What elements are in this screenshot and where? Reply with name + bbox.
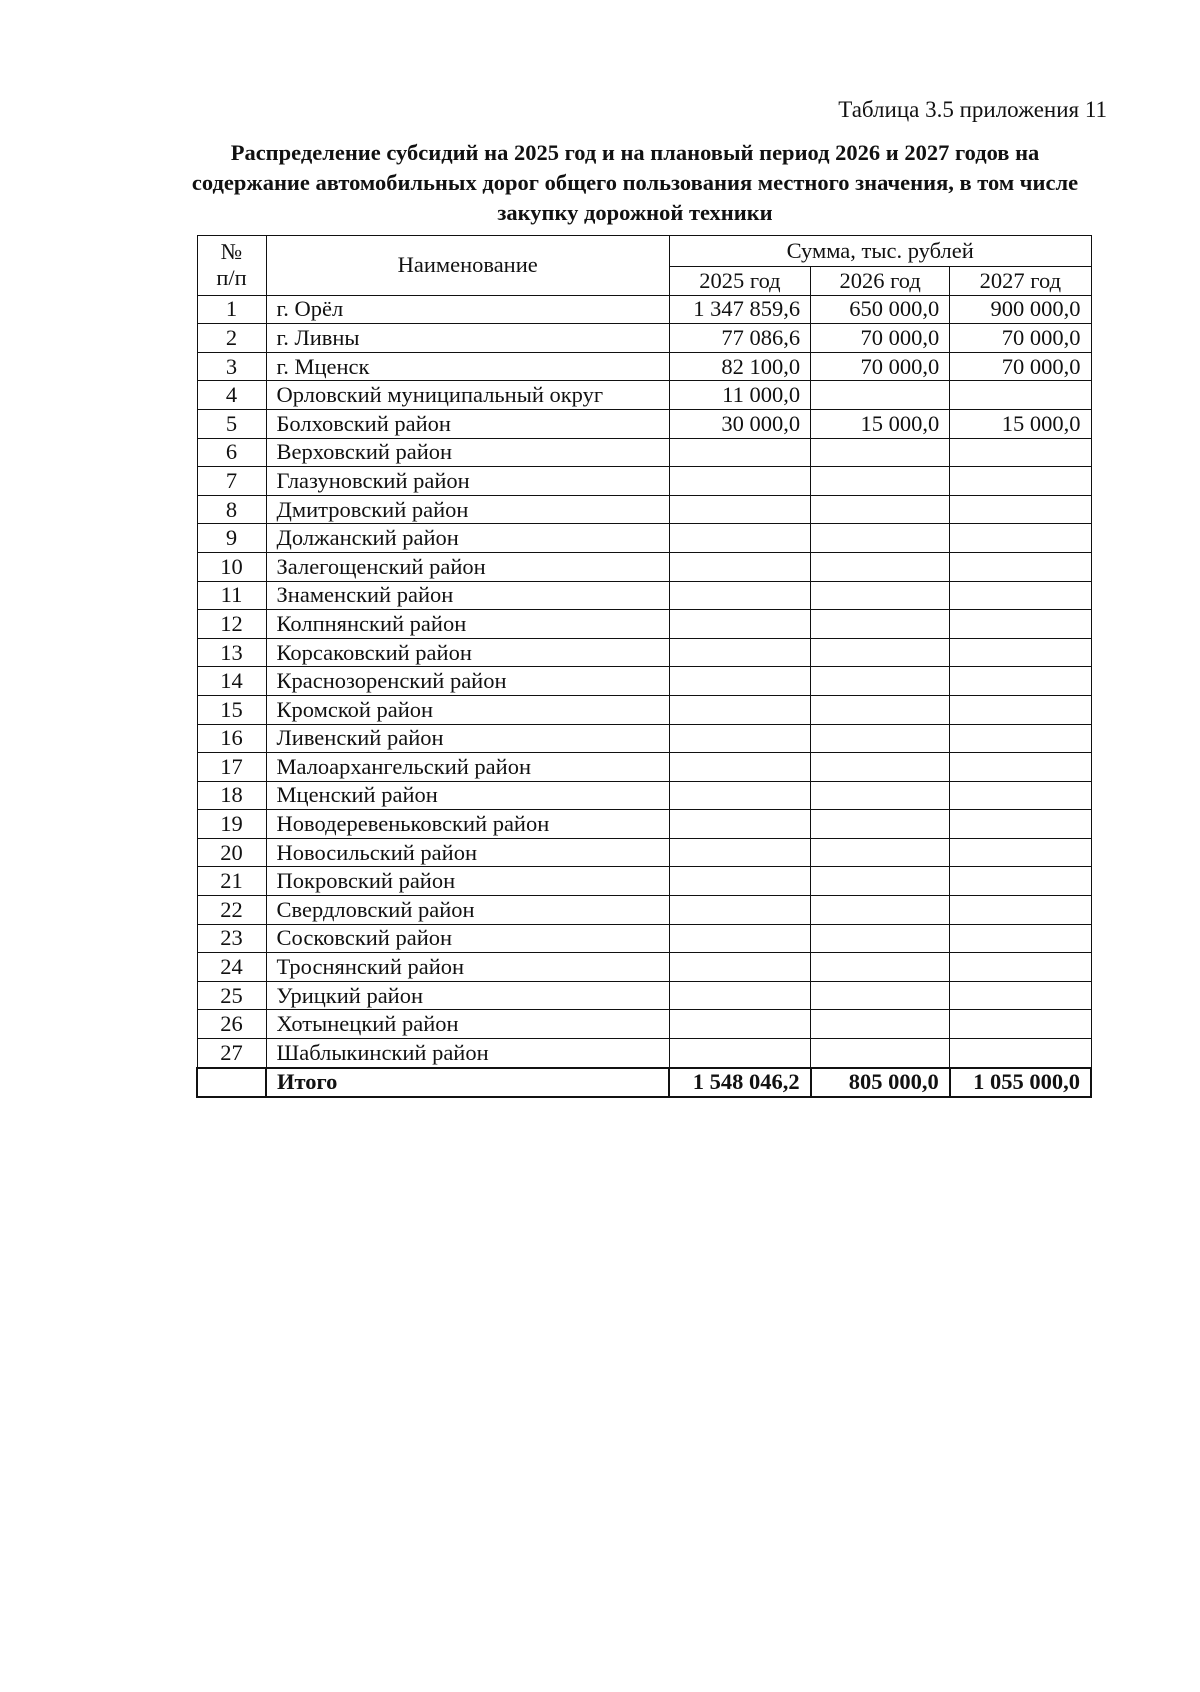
value-2027 <box>950 667 1091 696</box>
value-2026 <box>811 953 950 982</box>
value-2025 <box>669 724 810 753</box>
row-number: 5 <box>197 409 266 438</box>
table-row <box>197 295 1091 324</box>
value-2027 <box>950 753 1091 782</box>
value-2027 <box>950 1010 1091 1039</box>
table-row <box>197 838 1091 867</box>
value-2026 <box>811 552 950 581</box>
row-number: 11 <box>197 581 266 610</box>
header-num <box>197 236 266 296</box>
row-number: 1 <box>197 295 266 324</box>
value-2025: 11 000,0 <box>669 381 810 410</box>
value-2025 <box>669 1010 810 1039</box>
row-name: Ливенский район <box>266 724 669 753</box>
table-row <box>197 381 1091 410</box>
value-2026 <box>811 924 950 953</box>
value-2027 <box>950 810 1091 839</box>
header-sum: Сумма, тыс. рублей <box>669 236 1091 267</box>
document-title <box>140 138 1130 228</box>
value-2025 <box>669 467 810 496</box>
row-name: Залегощенский район <box>266 552 669 581</box>
row-name: Мценский район <box>266 781 669 810</box>
value-2026 <box>811 1039 950 1068</box>
value-2027: 70 000,0 <box>950 352 1091 381</box>
row-number: 9 <box>197 524 266 553</box>
row-number: 6 <box>197 438 266 467</box>
table-row <box>197 409 1091 438</box>
header-name: Наименование <box>266 236 669 296</box>
table-row <box>197 352 1091 381</box>
row-name: Хотынецкий район <box>266 1010 669 1039</box>
row-number: 13 <box>197 638 266 667</box>
table-row <box>197 524 1091 553</box>
total-2026: 805 000,0 <box>811 1068 950 1098</box>
value-2027 <box>950 552 1091 581</box>
row-name: Новодеревеньковский район <box>266 810 669 839</box>
row-number: 3 <box>197 352 266 381</box>
table-row <box>197 896 1091 925</box>
value-2026 <box>811 724 950 753</box>
row-name: Знаменский район <box>266 581 669 610</box>
title-line: Распределение субсидий на 2025 год и на плановый период 2026 и 2027 годов на <box>230 140 1040 165</box>
row-name: Шаблыкинский район <box>266 1039 669 1068</box>
value-2025: 82 100,0 <box>669 352 810 381</box>
table-row <box>197 981 1091 1010</box>
value-2027 <box>950 838 1091 867</box>
row-name: Малоархангельский район <box>266 753 669 782</box>
value-2025 <box>669 610 810 639</box>
value-2025 <box>669 953 810 982</box>
row-name: Урицкий район <box>266 981 669 1010</box>
value-2027 <box>950 610 1091 639</box>
value-2027 <box>950 467 1091 496</box>
row-number: 27 <box>197 1039 266 1068</box>
header-year-2025: 2025 год <box>669 267 810 296</box>
row-name: Новосильский район <box>266 838 669 867</box>
value-2025 <box>669 896 810 925</box>
row-number: 23 <box>197 924 266 953</box>
value-2026: 15 000,0 <box>811 409 950 438</box>
row-number: 24 <box>197 953 266 982</box>
value-2027 <box>950 381 1091 410</box>
value-2027 <box>950 724 1091 753</box>
table-row <box>197 810 1091 839</box>
total-number-cell <box>197 1068 266 1098</box>
row-name: г. Орёл <box>266 295 669 324</box>
row-number: 15 <box>197 695 266 724</box>
value-2026 <box>811 896 950 925</box>
value-2026 <box>811 610 950 639</box>
row-number: 8 <box>197 495 266 524</box>
value-2027 <box>950 438 1091 467</box>
value-2027 <box>950 981 1091 1010</box>
value-2027 <box>950 495 1091 524</box>
header-num-top: № <box>220 239 243 265</box>
table-row <box>197 610 1091 639</box>
row-name: Дмитровский район <box>266 495 669 524</box>
row-name: Корсаковский район <box>266 638 669 667</box>
value-2026 <box>811 838 950 867</box>
subsidy-table <box>196 235 1092 1098</box>
value-2026 <box>811 981 950 1010</box>
row-name: Краснозоренский район <box>266 667 669 696</box>
header-year-2026: 2026 год <box>811 267 950 296</box>
row-number: 21 <box>197 867 266 896</box>
total-2027: 1 055 000,0 <box>950 1068 1091 1098</box>
value-2026: 70 000,0 <box>811 352 950 381</box>
value-2025 <box>669 781 810 810</box>
table-row <box>197 753 1091 782</box>
row-name: Троснянский район <box>266 953 669 982</box>
value-2027: 70 000,0 <box>950 324 1091 353</box>
row-name: Сосковский район <box>266 924 669 953</box>
row-number: 14 <box>197 667 266 696</box>
row-name: Свердловский район <box>266 896 669 925</box>
value-2026 <box>811 1010 950 1039</box>
table-row <box>197 781 1091 810</box>
table-row <box>197 552 1091 581</box>
row-number: 22 <box>197 896 266 925</box>
value-2025 <box>669 581 810 610</box>
row-number: 10 <box>197 552 266 581</box>
row-number: 4 <box>197 381 266 410</box>
title-line: закупку дорожной техники <box>497 200 773 225</box>
row-number: 16 <box>197 724 266 753</box>
table-row <box>197 467 1091 496</box>
row-name: Колпнянский район <box>266 610 669 639</box>
value-2027 <box>950 695 1091 724</box>
total-2025: 1 548 046,2 <box>669 1068 810 1098</box>
row-number: 12 <box>197 610 266 639</box>
table-row <box>197 667 1091 696</box>
value-2025 <box>669 867 810 896</box>
value-2027 <box>950 638 1091 667</box>
total-row <box>197 1068 1091 1098</box>
row-name: Верховский район <box>266 438 669 467</box>
value-2025 <box>669 695 810 724</box>
value-2027 <box>950 781 1091 810</box>
value-2025: 1 347 859,6 <box>669 295 810 324</box>
table-row <box>197 324 1091 353</box>
value-2026 <box>811 810 950 839</box>
row-name: Глазуновский район <box>266 467 669 496</box>
value-2027 <box>950 581 1091 610</box>
total-label: Итого <box>266 1068 669 1098</box>
table-row <box>197 1010 1091 1039</box>
value-2026 <box>811 467 950 496</box>
row-number: 18 <box>197 781 266 810</box>
value-2026 <box>811 867 950 896</box>
row-number: 19 <box>197 810 266 839</box>
value-2025 <box>669 753 810 782</box>
value-2025 <box>669 1039 810 1068</box>
value-2026 <box>811 753 950 782</box>
value-2026 <box>811 381 950 410</box>
value-2025: 30 000,0 <box>669 409 810 438</box>
table-header <box>197 236 1091 296</box>
value-2027 <box>950 896 1091 925</box>
value-2025 <box>669 981 810 1010</box>
value-2026 <box>811 667 950 696</box>
title-line: содержание автомобильных дорог общего пользования местного значения, в том числе <box>191 170 1079 195</box>
table-row <box>197 581 1091 610</box>
table-caption: Таблица 3.5 приложения 11 <box>838 97 1107 122</box>
row-name: Должанский район <box>266 524 669 553</box>
value-2026: 70 000,0 <box>811 324 950 353</box>
row-name: Кромской район <box>266 695 669 724</box>
header-num-bottom: п/п <box>216 265 247 291</box>
value-2025 <box>669 667 810 696</box>
value-2025 <box>669 552 810 581</box>
value-2027 <box>950 1039 1091 1068</box>
row-name: г. Ливны <box>266 324 669 353</box>
table-row <box>197 867 1091 896</box>
row-number: 25 <box>197 981 266 1010</box>
value-2026 <box>811 695 950 724</box>
header-year-2027: 2027 год <box>950 267 1091 296</box>
value-2027: 900 000,0 <box>950 295 1091 324</box>
value-2027 <box>950 924 1091 953</box>
value-2025 <box>669 638 810 667</box>
table-row <box>197 495 1091 524</box>
table-row <box>197 724 1091 753</box>
value-2027: 15 000,0 <box>950 409 1091 438</box>
value-2026: 650 000,0 <box>811 295 950 324</box>
table-row <box>197 953 1091 982</box>
value-2026 <box>811 638 950 667</box>
row-number: 7 <box>197 467 266 496</box>
row-number: 17 <box>197 753 266 782</box>
value-2025: 77 086,6 <box>669 324 810 353</box>
value-2027 <box>950 524 1091 553</box>
value-2025 <box>669 438 810 467</box>
value-2025 <box>669 924 810 953</box>
value-2025 <box>669 524 810 553</box>
value-2025 <box>669 495 810 524</box>
row-name: Покровский район <box>266 867 669 896</box>
value-2026 <box>811 524 950 553</box>
table-row <box>197 695 1091 724</box>
row-number: 20 <box>197 838 266 867</box>
table-body <box>197 295 1091 1097</box>
value-2027 <box>950 867 1091 896</box>
row-number: 2 <box>197 324 266 353</box>
value-2026 <box>811 581 950 610</box>
row-name: Болховский район <box>266 409 669 438</box>
value-2025 <box>669 810 810 839</box>
table-row <box>197 1039 1091 1068</box>
row-name: Орловский муниципальный округ <box>266 381 669 410</box>
table-row <box>197 638 1091 667</box>
table-row <box>197 924 1091 953</box>
row-number: 26 <box>197 1010 266 1039</box>
value-2025 <box>669 838 810 867</box>
row-name: г. Мценск <box>266 352 669 381</box>
value-2026 <box>811 438 950 467</box>
value-2026 <box>811 495 950 524</box>
value-2026 <box>811 781 950 810</box>
table-row <box>197 438 1091 467</box>
value-2027 <box>950 953 1091 982</box>
